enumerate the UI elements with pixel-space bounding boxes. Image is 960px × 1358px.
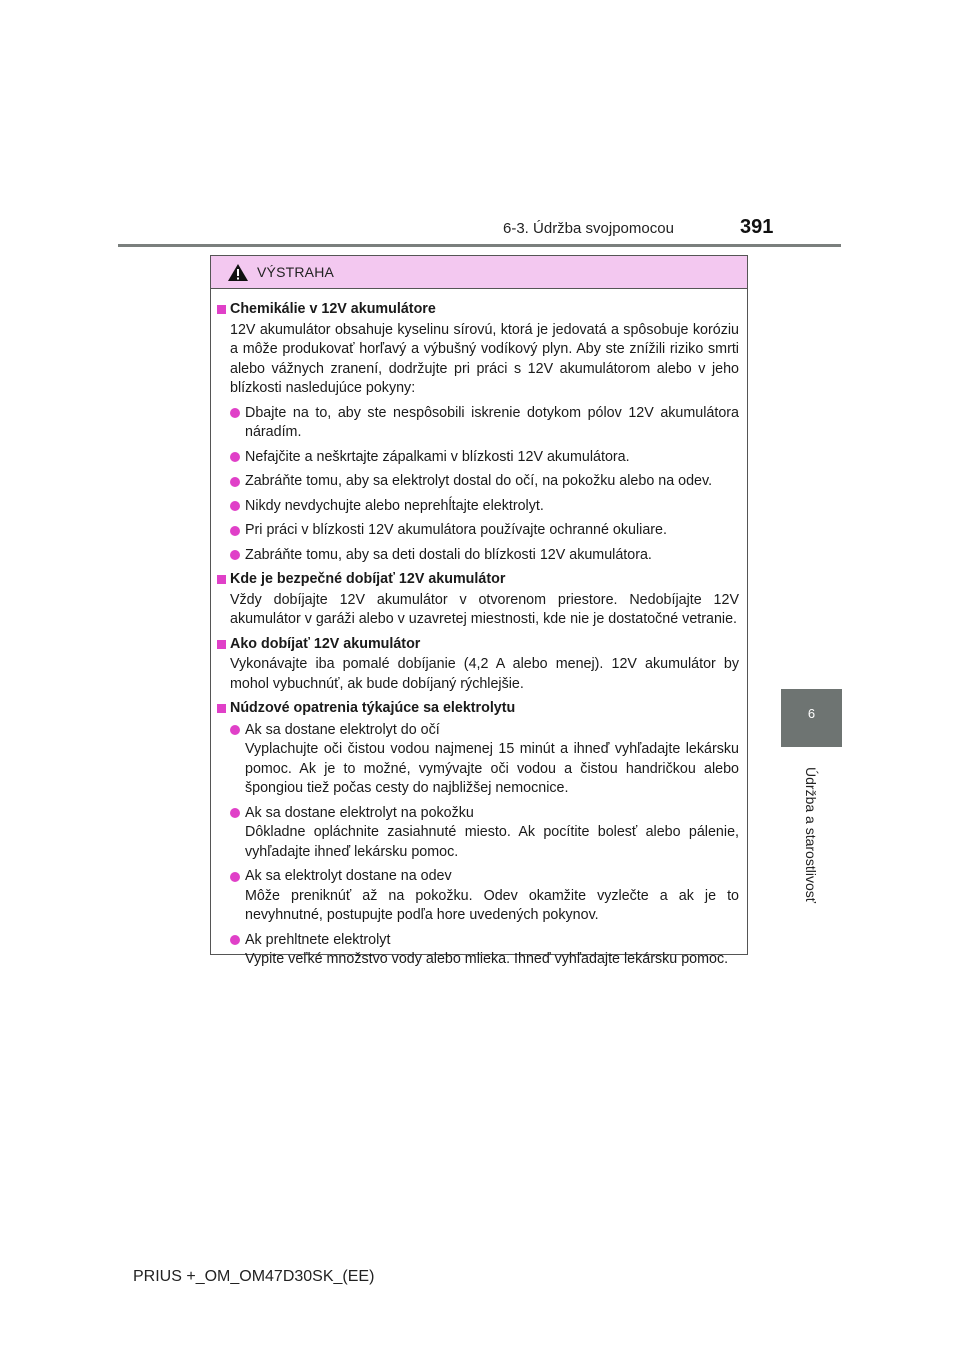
list-item [230, 721, 739, 799]
item-title: Ak sa dostane elektrolyt na pokožku [245, 804, 474, 821]
bullet-icon [230, 550, 240, 560]
list-item: Zabráňte tomu, aby sa elektrolyt dostal do očí, na pokožku alebo na odev. [230, 472, 739, 492]
warning-title: VÝSTRAHA [257, 264, 335, 280]
item-text: Vyplachujte oči čistou vodou najmenej 15 minút a ihneď vyhľadajte lekársku pomoc. Ak je to možné, vymývajte oči vodou a čistou handričkou alebo špongiou tiež počas cesty do najbližšej nemocnice. [245, 741, 739, 796]
warning-header [211, 256, 747, 289]
section-text: Vykonávajte iba pomalé dobíjanie (4,2 A alebo menej). 12V akumulátor by mohol vybuchnúť, ak bude dobíjaný rýchlejšie. [230, 656, 739, 692]
section-chemicals [217, 300, 739, 565]
bullet-icon [230, 408, 240, 418]
item-title: Ak prehltnete elektrolyt [245, 931, 391, 948]
chapter-title-text: Údržba a starostlivosť [803, 767, 819, 903]
section-heading: Núdzové opatrenia týkajúce sa elektrolytu [230, 700, 516, 716]
list-item: Nikdy nevdychujte alebo neprehĺtajte elektrolyt. [230, 497, 739, 517]
item-text: Vypite veľké množstvo vody alebo mlieka. Ihneď vyhľadajte lekársku pomoc. [245, 951, 729, 967]
section-how-to-charge [217, 635, 739, 695]
item-text: Dôkladne opláchnite zasiahnuté miesto. Ak pocítite bolesť alebo pálenie, vyhľadajte ihneď lekársku pomoc. [245, 824, 739, 860]
bullet-icon [230, 935, 240, 945]
bullet-icon [230, 526, 240, 536]
section-text: 12V akumulátor obsahuje kyselinu sírovú, ktorá je jedovatá a spôsobuje koróziu a môže produkovať horľavý a výbušný vodíkový plyn. Aby ste znížili riziko smrti alebo vážnych zranení, dodržujte pri práci s 12V akumulátorom alebo v jeho blízkosti nasledujúce pokyny: [230, 321, 739, 396]
bullet-icon [230, 725, 240, 735]
section-heading: Chemikálie v 12V akumulátore [230, 301, 436, 317]
item-title: Ak sa elektrolyt dostane na odev [245, 868, 452, 884]
section-heading: Ako dobíjať 12V akumulátor [230, 635, 421, 652]
warning-box [210, 255, 748, 967]
section-marker-icon [217, 305, 226, 314]
section-title: 6-3. Údržba svojpomocou [503, 220, 674, 237]
list-item: Dbajte na to, aby ste nespôsobili iskrenie dotykom pólov 12V akumulátora náradím. [230, 404, 739, 443]
section-emergency [217, 699, 739, 970]
list-item: Nefajčite a neškrtajte zápalkami v blízkosti 12V akumulátora. [230, 448, 739, 468]
section-marker-icon [217, 704, 226, 713]
list-item [230, 931, 739, 970]
item-text: Môže preniknúť až na pokožku. Odev okamžite vyzlečte a ak je to nevyhnutné, postupujte podľa hore uvedených pokynov. [245, 887, 739, 923]
warning-triangle-icon [227, 263, 249, 282]
page-number: 391 [740, 216, 774, 238]
bullet-icon [230, 872, 240, 882]
section-safe-charging [217, 570, 739, 630]
header-divider [118, 244, 841, 247]
bullet-icon [230, 808, 240, 818]
chapter-title [780, 760, 842, 910]
document-code: PRIUS +_OM_OM47D30SK_(EE) [133, 1268, 375, 1285]
bullet-icon [230, 501, 240, 511]
section-marker-icon [217, 575, 226, 584]
bullet-icon [230, 477, 240, 487]
list-item: Zabráňte tomu, aby sa deti dostali do blízkosti 12V akumulátora. [230, 546, 739, 566]
list-item: Pri práci v blízkosti 12V akumulátora používajte ochranné okuliare. [230, 521, 739, 541]
section-heading: Kde je bezpečné dobíjať 12V akumulátor [230, 571, 506, 587]
warning-body [211, 289, 747, 970]
chapter-tab: 6 [781, 689, 842, 747]
section-marker-icon [217, 640, 226, 649]
bullet-icon [230, 452, 240, 462]
list-item [230, 867, 739, 926]
item-title: Ak sa dostane elektrolyt do očí [245, 721, 440, 738]
list-item [230, 804, 739, 863]
section-text: Vždy dobíjajte 12V akumulátor v otvorenom priestore. Nedobíjajte 12V akumulátor v garáži alebo v uzavretej miestnosti, kde nie je dostatočné vetranie. [230, 591, 739, 627]
